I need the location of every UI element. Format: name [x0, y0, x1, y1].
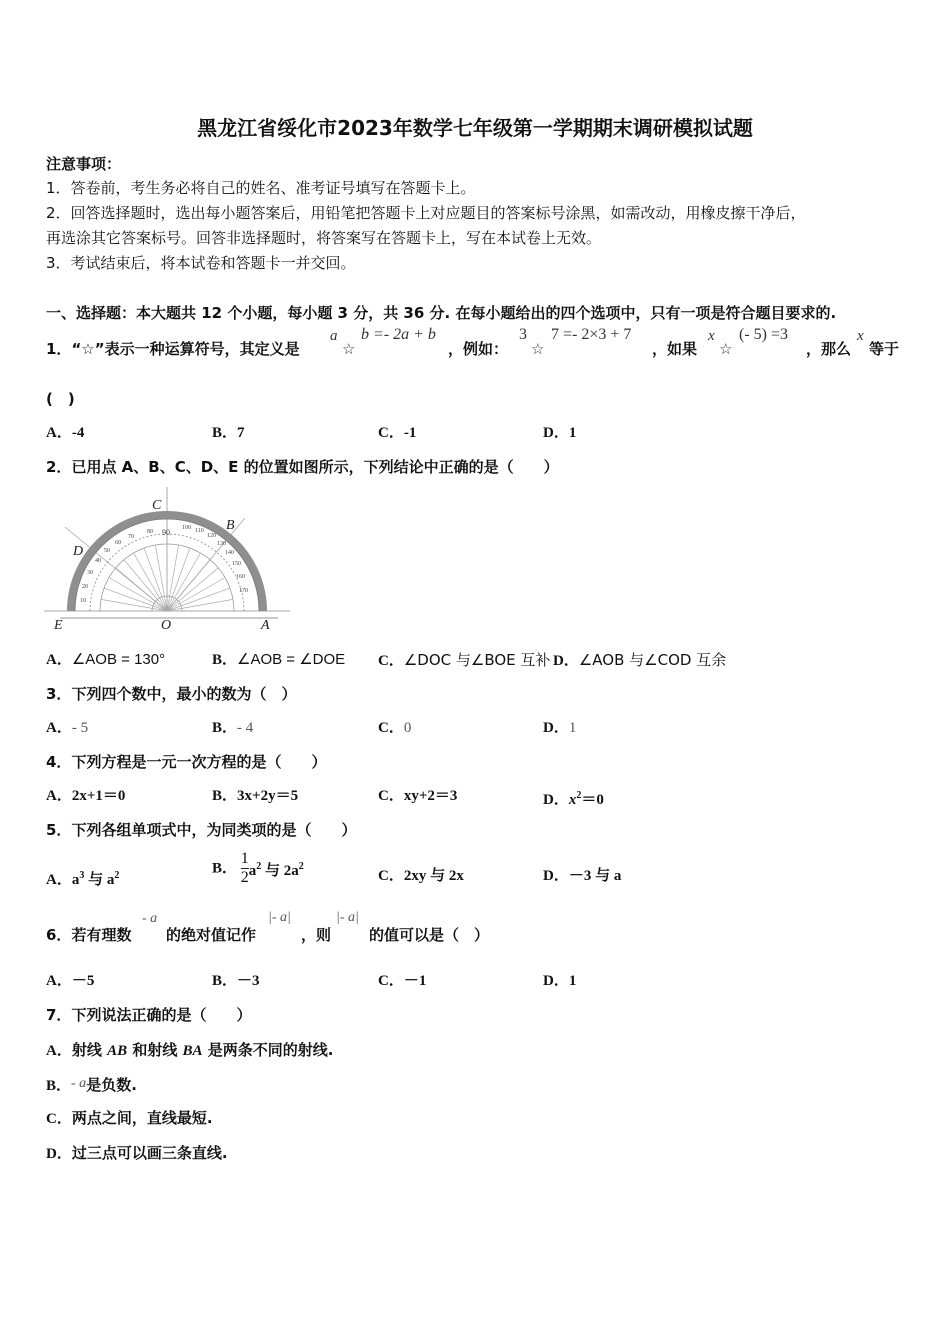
option-a[interactable]: A．－5	[46, 973, 95, 989]
option-b[interactable]: B．∠AOB = ∠DOE	[212, 651, 346, 668]
option-d[interactable]: D．－3 与 a	[543, 868, 622, 884]
answer-paren: ( )	[46, 390, 75, 408]
star-icon: ☆	[719, 342, 733, 358]
formula-x: x	[857, 328, 864, 344]
svg-text:140: 140	[225, 550, 234, 556]
notice-item-1: 1．答卷前，考生务必将自己的姓名、准考证号填写在答题卡上。	[46, 179, 476, 197]
stem-text: 已用点 A、B、C、D、E 的位置如图所示，下列结论中正确的是（ ）	[71, 458, 559, 476]
formula-neg-a: - a	[142, 911, 158, 926]
option-c[interactable]: C．∠DOC 与∠BOE 互补	[378, 651, 551, 669]
svg-text:150: 150	[232, 561, 241, 567]
option-b[interactable]: B．- 4	[212, 720, 254, 736]
option-a[interactable]: A．2x+1＝0	[46, 788, 126, 804]
svg-text:100: 100	[182, 525, 191, 531]
option-c[interactable]: C．0	[378, 720, 412, 736]
formula-abs: |- a|	[268, 910, 291, 925]
formula-definition: b =- 2a + b	[361, 326, 436, 343]
option-d[interactable]: D．∠AOB 与∠COD 互余	[553, 651, 727, 669]
question-number: 5．	[46, 821, 72, 839]
notice-item-2: 2．回答选择题时，选出每小题答案后，用铅笔把答题卡上对应题目的答案标号涂黑，如需改动，用橡皮擦干净后，	[46, 204, 806, 222]
stem-text: 若有理数	[71, 926, 132, 944]
star-icon: ☆	[342, 342, 356, 358]
svg-text:40: 40	[95, 558, 101, 564]
option-d[interactable]: D．1	[543, 720, 577, 736]
option-a[interactable]: A．射线 AB 和射线 BA 是两条不同的射线.	[46, 1041, 334, 1059]
stem-text: ，例如：	[448, 340, 509, 358]
question-2-stem	[46, 457, 559, 477]
option-c[interactable]: C．xy+2＝3	[378, 788, 458, 804]
point-c-label: C	[152, 498, 162, 513]
svg-text:20: 20	[82, 584, 88, 590]
question-number: 2．	[46, 458, 72, 476]
svg-text:120: 120	[207, 533, 216, 539]
question-number: 6．	[46, 926, 72, 944]
svg-text:60: 60	[115, 540, 121, 546]
stem-text: 的值可以是（ ）	[369, 926, 490, 944]
svg-text:70: 70	[128, 534, 134, 540]
svg-text:160: 160	[236, 574, 245, 580]
stem-text: ，则	[301, 926, 332, 944]
option-b[interactable]: B．7	[212, 425, 245, 441]
point-a-label: A	[261, 618, 270, 633]
question-7-stem	[46, 1005, 251, 1025]
star-icon: ☆	[531, 342, 545, 358]
option-c[interactable]: C．-1	[378, 425, 417, 441]
question-1-stem	[46, 339, 300, 359]
formula-3: 3	[519, 326, 527, 343]
point-d-label: D	[73, 544, 84, 559]
option-d[interactable]: D．过三点可以画三条直线.	[46, 1144, 228, 1162]
option-a[interactable]: A．- 5	[46, 720, 89, 736]
option-c[interactable]: C．2xy 与 2x	[378, 868, 464, 884]
svg-text:10: 10	[80, 598, 86, 604]
option-a[interactable]: A．-4	[46, 425, 85, 441]
svg-text:90: 90	[162, 528, 170, 537]
option-b[interactable]: B．3x+2y＝5	[212, 788, 299, 804]
stem-text: 下列四个数中，最小的数为（ ）	[71, 685, 297, 703]
svg-text:30: 30	[87, 570, 93, 576]
notice-heading: 注意事项：	[46, 155, 122, 173]
stem-text: ，那么	[806, 340, 852, 358]
stem-text: ，如果	[652, 340, 698, 358]
option-a[interactable]: A．∠AOB = 130°	[46, 651, 166, 668]
stem-text: 等于	[869, 340, 900, 358]
question-3-stem	[46, 684, 296, 704]
question-number: 3．	[46, 685, 72, 703]
notice-item-2-cont: 再选涂其它答案标号。回答非选择题时，将答案写在答题卡上，写在本试卷上无效。	[46, 229, 602, 247]
stem-text: 下列各组单项式中，为同类项的是（ ）	[71, 821, 357, 839]
stem-text: 的绝对值记作	[166, 926, 257, 944]
formula-a: a	[330, 328, 338, 344]
option-d[interactable]: D．$x^2=0$	[543, 790, 604, 808]
option-d[interactable]: D．1	[543, 425, 577, 441]
option-b[interactable]: B．- a是负数.	[46, 1076, 137, 1094]
point-o-label: O	[161, 618, 172, 633]
svg-text:130: 130	[217, 541, 226, 547]
page-title: 黑龙江省绥化市2023年数学七年级第一学期期末调研模拟试题	[197, 116, 753, 140]
formula-x: x	[708, 328, 715, 344]
question-4-stem	[46, 752, 326, 772]
protractor-figure	[40, 485, 300, 635]
svg-text:170: 170	[239, 588, 248, 594]
option-b[interactable]: B．－3	[212, 973, 260, 989]
option-c[interactable]: C．两点之间，直线最短.	[46, 1109, 213, 1127]
question-number: 4．	[46, 753, 72, 771]
option-b[interactable]: B． $\frac{1}{2}$ $a^2$ 与 $2a^2$	[212, 850, 304, 886]
option-c[interactable]: C．－1	[378, 973, 427, 989]
svg-text:80: 80	[147, 529, 153, 535]
point-e-label: E	[54, 618, 63, 633]
point-b-label: B	[226, 518, 235, 533]
svg-text:50: 50	[104, 548, 110, 554]
question-5-stem	[46, 820, 356, 840]
svg-text:110: 110	[195, 528, 204, 534]
question-number: 1．	[46, 340, 72, 358]
stem-text: 下列方程是一元一次方程的是（ ）	[71, 753, 327, 771]
stem-text: 下列说法正确的是（ ）	[71, 1006, 252, 1024]
stem-text: “☆”表示一种运算符号，其定义是	[71, 340, 300, 358]
formula-example: 7 =- 2×3 + 7	[551, 326, 632, 343]
formula-condition: (- 5) =3	[739, 326, 789, 343]
option-d[interactable]: D．1	[543, 973, 577, 989]
option-a[interactable]: A．$a^3$ 与 $a^2$	[46, 870, 120, 888]
fraction: $\frac{1}{2}$	[240, 850, 249, 886]
question-6-stem	[46, 925, 131, 945]
section-heading: 一、选择题：本大题共 12 个小题，每小题 3 分，共 36 分. 在每小题给出的四个选项中，只有一项是符合题目要求的.	[46, 304, 837, 322]
question-number: 7．	[46, 1006, 72, 1024]
notice-item-3: 3．考试结束后，将本试卷和答题卡一并交回。	[46, 254, 356, 272]
formula-abs: |- a|	[336, 910, 359, 925]
